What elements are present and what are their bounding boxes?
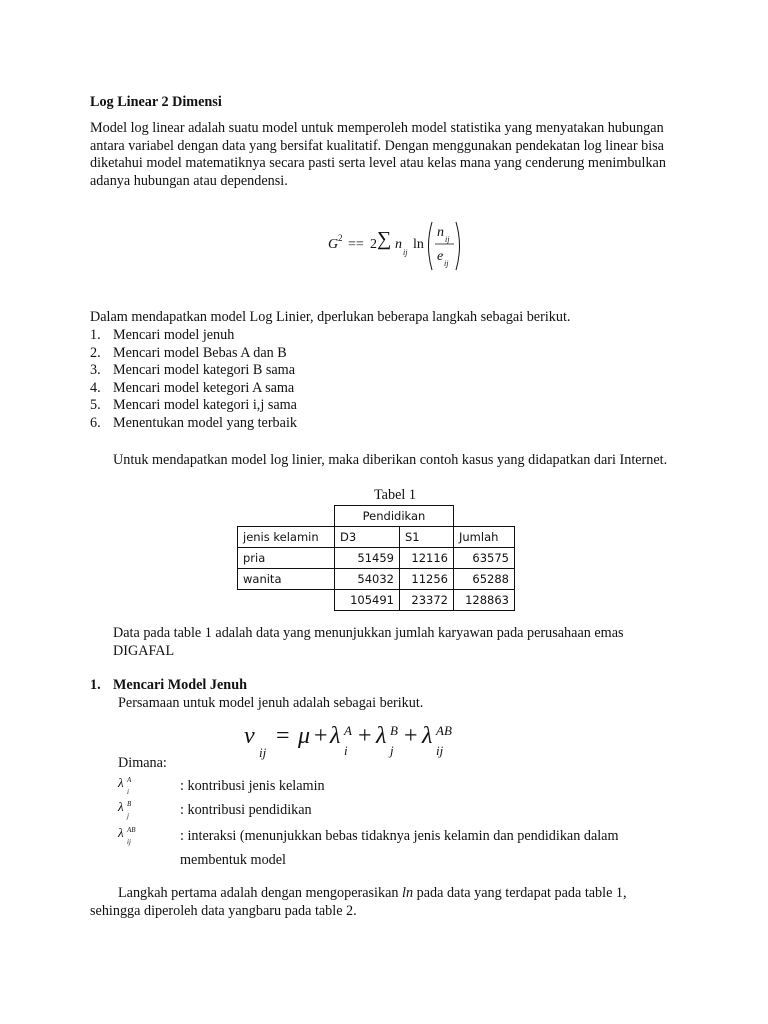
- lambda-glyph: λ: [118, 799, 124, 814]
- table-cell: 11256: [400, 569, 454, 590]
- step-text: Mencari model kategori B sama: [113, 362, 296, 379]
- step-text: Mencari model ketegori A sama: [113, 379, 295, 396]
- step-item: [90, 397, 297, 415]
- formula-lambda-b-sup: B: [390, 723, 398, 738]
- table-header-cell: jenis kelamin: [238, 527, 335, 548]
- table-group-header-row: [238, 506, 515, 527]
- lambda-glyph: λ: [118, 775, 124, 790]
- table-cell: wanita: [238, 569, 335, 590]
- table-total-cell: 128863: [454, 590, 515, 611]
- formula-lambda-a-sup: A: [344, 723, 352, 738]
- lambda-sup: A: [127, 776, 132, 784]
- table-total-cell: 23372: [400, 590, 454, 611]
- step-text: Mencari model kategori i,j sama: [113, 397, 297, 414]
- legend-row-a: [118, 774, 678, 798]
- section1-heading: [90, 677, 247, 695]
- formula-lambda-ab-sub: ij: [436, 743, 444, 758]
- formula-lambda-a-sub: i: [344, 743, 348, 758]
- section1-title: Mencari Model Jenuh: [113, 677, 247, 693]
- step-number: 1.: [90, 327, 101, 343]
- table-row: [238, 548, 515, 569]
- table-totals-row: [238, 590, 515, 611]
- section1-number: 1.: [90, 677, 101, 693]
- step-number: 3.: [90, 362, 101, 379]
- legend-text: : interaksi (menunjukkan bebas tidaknya jenis kelamin dan pendidikan dalam membentuk model: [180, 828, 619, 868]
- step-item: [90, 380, 297, 398]
- step-item: [90, 362, 297, 380]
- lambda-glyph: λ: [118, 825, 124, 840]
- table-header-row: [238, 527, 515, 548]
- lambda-sub: j: [127, 812, 129, 820]
- formula-g: G: [328, 237, 339, 252]
- fraction-denominator-sub: ij: [444, 259, 449, 268]
- formula-eq: ==: [348, 237, 364, 252]
- formula-lambda-b: λ: [376, 723, 387, 749]
- formula-coef: 2: [370, 237, 377, 252]
- closing-ln: ln: [402, 885, 414, 901]
- formula-lambda-ab-sup: AB: [436, 723, 452, 738]
- table-cell: 63575: [454, 548, 515, 569]
- formula-lambda-b-sub: j: [390, 743, 394, 758]
- lambda-ab-symbol: [118, 824, 136, 846]
- formula-plus: +: [314, 723, 328, 749]
- table-cell: pria: [238, 548, 335, 569]
- dimana-label: Dimana:: [118, 755, 167, 771]
- lambda-b-symbol: [118, 798, 132, 820]
- table-header-cell: Jumlah: [454, 527, 515, 548]
- legend-row-ab: [118, 824, 678, 872]
- closing-paragraph: [90, 885, 670, 920]
- formula-mu: μ: [298, 723, 311, 749]
- lambda-sub: i: [127, 788, 129, 796]
- closing-text-1: Langkah pertama adalah dengan mengoperasikan: [118, 885, 399, 901]
- formula-saturated-model: [244, 722, 464, 762]
- formula-n: n: [395, 237, 402, 252]
- lambda-sup: AB: [127, 826, 136, 834]
- lambda-sup: B: [127, 800, 132, 808]
- formula-plus: +: [358, 723, 372, 749]
- table-header-cell: D3: [335, 527, 400, 548]
- table-header-cell: S1: [400, 527, 454, 548]
- formula-g-squared: [328, 224, 468, 272]
- step-text: Menentukan model yang terbaik: [113, 414, 297, 431]
- legend-row-b: [118, 798, 678, 822]
- step-item: [90, 415, 297, 433]
- lambda-sub: ij: [127, 838, 131, 846]
- table-note: Data pada table 1 adalah data yang menunjukkan jumlah karyawan pada perusahaan emas DIGAFAL: [113, 625, 624, 659]
- formula-v: v: [244, 723, 255, 749]
- table-cell: 12116: [400, 548, 454, 569]
- table-cell: 65288: [454, 569, 515, 590]
- steps-list: [90, 327, 297, 433]
- legend-text: : kontribusi pendidikan: [180, 802, 312, 818]
- lambda-a-symbol: [118, 774, 132, 796]
- table1: [237, 505, 515, 611]
- fraction-numerator: n: [437, 225, 444, 240]
- fraction-denominator: e: [437, 249, 444, 264]
- example-intro: Untuk mendapatkan model log linier, maka diberikan contoh kasus yang didapatkan dari Internet.: [113, 452, 668, 468]
- formula-lambda-ab: λ: [422, 723, 433, 749]
- steps-intro: Dalam mendapatkan model Log Linier, dperlukan beberapa langkah sebagai berikut.: [90, 309, 571, 325]
- formula-ln: ln: [413, 237, 424, 252]
- formula-g-sup: 2: [338, 233, 343, 243]
- table-total-cell: 105491: [335, 590, 400, 611]
- table-row: [238, 569, 515, 590]
- legend-text: : kontribusi jenis kelamin: [180, 778, 325, 794]
- document-title: Log Linear 2 Dimensi: [90, 94, 222, 110]
- step-text: Mencari model jenuh: [113, 327, 235, 343]
- formula-v-sub: ij: [259, 745, 267, 760]
- fraction-numerator-sub: ij: [445, 235, 450, 244]
- formula-plus: +: [404, 723, 418, 749]
- section1-intro: Persamaan untuk model jenuh adalah sebagai berikut.: [118, 695, 424, 711]
- step-number: 2.: [90, 344, 101, 361]
- step-item: [90, 345, 297, 363]
- formula-equals: =: [276, 723, 290, 749]
- step-text: Mencari model Bebas A dan B: [113, 344, 287, 361]
- closing-text-2: pada data yang terdapat pada table 1, sehingga diperoleh data yangbaru pada table 2.: [90, 885, 627, 919]
- table-cell: 54032: [335, 569, 400, 590]
- table-cell: 51459: [335, 548, 400, 569]
- step-number: 6.: [90, 414, 101, 431]
- table1-caption: Tabel 1: [374, 487, 416, 503]
- formula-n-sub: ij: [403, 248, 408, 257]
- table-group-header: Pendidikan: [335, 506, 454, 527]
- sum-symbol: ∑: [377, 228, 392, 250]
- step-item: [90, 327, 297, 345]
- step-number: 5.: [90, 397, 101, 414]
- formula-lambda-a: λ: [330, 723, 341, 749]
- intro-paragraph: Model log linear adalah suatu model untuk memperoleh model statistika yang menyatakan hubungan antara variabel dengan data yang bersifat kualitatif. Dengan menggunakan pendekatan log linear bisa diketahui model matematiknya secara pasti serta level atau kelas mana yang cenderung menimbulkan adanya hubungan atau dependensi.: [90, 120, 666, 189]
- step-number: 4.: [90, 379, 101, 396]
